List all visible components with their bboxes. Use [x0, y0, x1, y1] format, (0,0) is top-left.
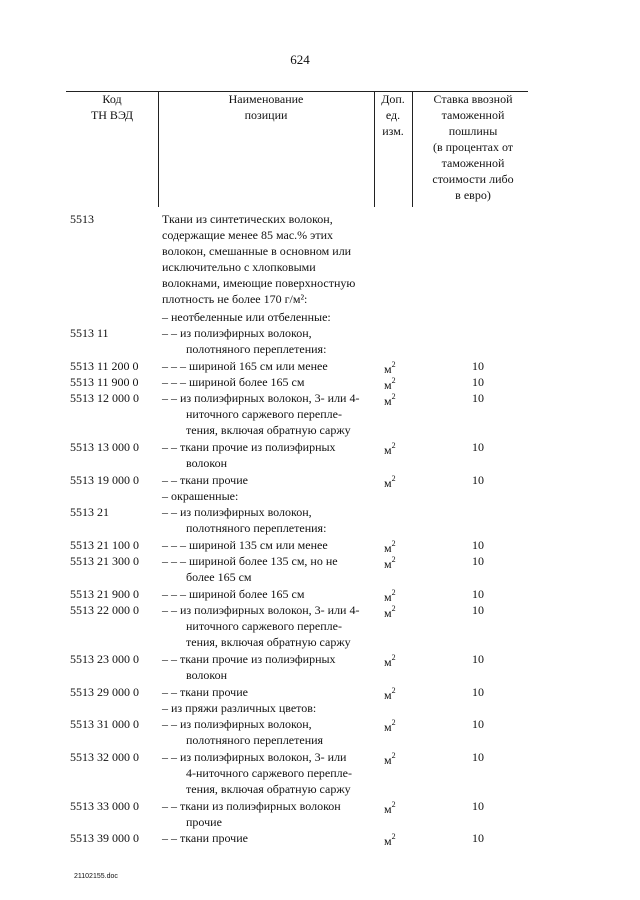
row-description — [162, 439, 380, 471]
unit-text: м — [384, 361, 392, 376]
row-unit — [384, 798, 396, 817]
row-rate: 10 — [472, 603, 484, 618]
description-line: исключительно с хлопковыми — [162, 260, 316, 274]
row-rate: 10 — [472, 538, 484, 552]
row-code: 5513 11 — [70, 326, 109, 341]
description-line: – из пряжи различных цветов: — [162, 701, 317, 715]
unit-superscript: 2 — [391, 473, 396, 483]
row-unit — [384, 684, 396, 703]
row-rate: 10 — [472, 749, 484, 764]
row-description — [162, 325, 380, 357]
description-line: – – ткани прочие — [162, 684, 248, 699]
unit-superscript: 2 — [391, 799, 396, 809]
row-rate: 10 — [472, 586, 484, 601]
row-rate: 10 — [472, 375, 484, 389]
header-unit: Доп. ед. изм. — [381, 92, 405, 138]
unit-text: м — [384, 834, 392, 849]
row-description — [162, 716, 380, 748]
row-code: 5513 — [70, 212, 94, 226]
description-line: 4-ниточного саржевого перепле- — [186, 765, 352, 780]
row-code: 5513 21 900 0 — [70, 586, 139, 601]
row-code: 5513 21 300 0 — [70, 554, 139, 569]
header-rate: Ставка ввозной таможенной пошлины (в процентах от таможенной стоимости либо в евро) — [432, 92, 514, 202]
row-rate: 10 — [472, 717, 484, 732]
description-line: тения, включая обратную саржу — [186, 423, 351, 438]
row-code: 5513 29 000 0 — [70, 684, 139, 699]
unit-text: м — [384, 687, 392, 702]
description-line: – окрашенные: — [162, 489, 239, 504]
row-code: 5513 31 000 0 — [70, 717, 139, 732]
description-line: волокнами, имеющие поверхностную — [162, 276, 356, 290]
description-line: – – из полиэфирных волокон, — [162, 505, 312, 520]
unit-superscript: 2 — [391, 555, 396, 565]
unit-superscript: 2 — [391, 587, 396, 597]
unit-superscript: 2 — [391, 392, 396, 402]
unit-superscript: 2 — [391, 718, 396, 728]
row-code: 5513 19 000 0 — [70, 472, 139, 487]
description-line: – неотбеленные или отбеленные: — [162, 309, 331, 324]
row-description — [162, 830, 380, 846]
description-line: – – ткани прочие — [162, 831, 248, 846]
row-code: 5513 32 000 0 — [70, 749, 139, 764]
description-line: полотняного переплетения: — [186, 521, 327, 536]
row-code: 5513 39 000 0 — [70, 831, 139, 846]
row-description — [162, 488, 380, 504]
description-line: – – – шириной 135 см или менее — [162, 538, 328, 552]
row-code: 5513 13 000 0 — [70, 440, 139, 455]
description-line: – – – шириной более 165 см — [162, 375, 305, 389]
row-code: 5513 23 000 0 — [70, 652, 139, 667]
unit-superscript: 2 — [391, 832, 396, 842]
description-line: прочие — [186, 814, 222, 829]
row-description — [162, 553, 380, 585]
row-rate: 10 — [472, 440, 484, 455]
row-unit — [384, 830, 396, 849]
description-line: волокон, смешанные в основном или — [162, 244, 352, 258]
description-line: более 165 см — [186, 570, 252, 585]
unit-superscript: 2 — [391, 539, 396, 548]
row-rate: 10 — [472, 684, 484, 699]
row-rate: 10 — [472, 831, 484, 846]
header-name: Наименование позиции — [228, 92, 304, 122]
unit-text: м — [384, 394, 392, 409]
description-line: полотняного переплетения: — [186, 342, 327, 357]
row-code: 5513 11 900 0 — [70, 375, 139, 389]
unit-text: м — [384, 541, 392, 555]
description-line: ниточного саржевого перепле- — [186, 407, 342, 422]
row-code: 5513 12 000 0 — [70, 391, 139, 406]
row-rate: 10 — [472, 554, 484, 569]
row-description — [162, 390, 380, 438]
row-description — [162, 651, 380, 683]
description-line: волокон — [186, 456, 228, 471]
row-rate: 10 — [472, 798, 484, 813]
unit-superscript: 2 — [391, 376, 396, 385]
header-code: Код ТН ВЭД — [90, 92, 134, 122]
unit-superscript: 2 — [391, 441, 396, 451]
unit-text: м — [384, 752, 392, 767]
description-line: полотняного переплетения — [186, 733, 324, 748]
row-description — [162, 586, 380, 602]
row-rate: 10 — [472, 358, 484, 373]
unit-text: м — [384, 589, 392, 604]
unit-text: м — [384, 443, 392, 458]
row-unit — [384, 749, 396, 768]
unit-text: м — [384, 720, 392, 735]
description-line: – – ткани прочие из полиэфирных — [162, 440, 336, 455]
row-description — [162, 602, 380, 650]
unit-text: м — [384, 378, 392, 392]
description-line: ниточного саржевого перепле- — [186, 619, 342, 634]
unit-text: м — [384, 606, 392, 621]
description-line: тения, включая обратную саржу — [186, 781, 351, 796]
description-line: – – ткани из полиэфирных волокон — [162, 798, 341, 813]
row-description — [162, 700, 380, 716]
row-description — [162, 749, 380, 797]
row-rate: 10 — [472, 652, 484, 667]
unit-text: м — [384, 475, 392, 490]
row-unit — [384, 472, 396, 491]
row-description — [162, 472, 380, 488]
unit-superscript: 2 — [391, 604, 396, 614]
row-description — [162, 504, 380, 536]
unit-text: м — [384, 557, 392, 572]
description-line: – – из полиэфирных волокон, 3- или — [162, 749, 347, 764]
description-line: – – – шириной 165 см или менее — [162, 358, 328, 373]
unit-superscript: 2 — [391, 750, 396, 760]
row-description — [162, 684, 380, 700]
description-line: – – из полиэфирных волокон, 3- или 4- — [162, 391, 360, 406]
description-line: Ткани из синтетических волокон, — [162, 212, 333, 226]
row-unit — [384, 716, 396, 735]
row-unit — [384, 439, 396, 458]
description-line: плотность не более 170 г/м²: — [162, 292, 308, 306]
unit-superscript: 2 — [391, 685, 396, 695]
row-rate: 10 — [472, 472, 484, 487]
row-description — [162, 211, 380, 307]
row-rate: 10 — [472, 391, 484, 406]
row-code: 5513 21 100 0 — [70, 538, 139, 552]
description-line: – – из полиэфирных волокон, 3- или 4- — [162, 603, 360, 618]
description-line: – – ткани прочие — [162, 472, 248, 487]
row-code: 5513 21 — [70, 505, 109, 520]
description-line: – – – шириной более 135 см, но не — [162, 554, 338, 569]
row-unit — [384, 651, 396, 670]
description-line: – – ткани прочие из полиэфирных — [162, 652, 336, 667]
description-line: – – из полиэфирных волокон, — [162, 717, 312, 732]
row-unit — [384, 553, 396, 572]
row-description — [162, 798, 380, 830]
unit-text: м — [384, 801, 392, 816]
file-name-footer: 21102155.doc — [74, 873, 118, 880]
description-line: – – – шириной более 165 см — [162, 586, 305, 601]
row-description — [162, 358, 380, 374]
row-code: 5513 33 000 0 — [70, 798, 139, 813]
unit-text: м — [384, 655, 392, 670]
row-description — [162, 309, 380, 325]
description-line: волокон — [186, 668, 228, 683]
description-line: содержащие менее 85 мас.% этих — [162, 228, 333, 242]
row-description — [162, 374, 380, 390]
row-unit — [384, 602, 396, 621]
unit-superscript: 2 — [391, 653, 396, 663]
row-unit — [384, 390, 396, 409]
row-description — [162, 537, 380, 553]
row-code: 5513 11 200 0 — [70, 358, 139, 373]
description-line: – – из полиэфирных волокон, — [162, 326, 312, 341]
row-code: 5513 22 000 0 — [70, 603, 139, 618]
unit-superscript: 2 — [391, 359, 396, 369]
page-number: 624 — [290, 52, 310, 67]
description-line: тения, включая обратную саржу — [186, 635, 351, 650]
